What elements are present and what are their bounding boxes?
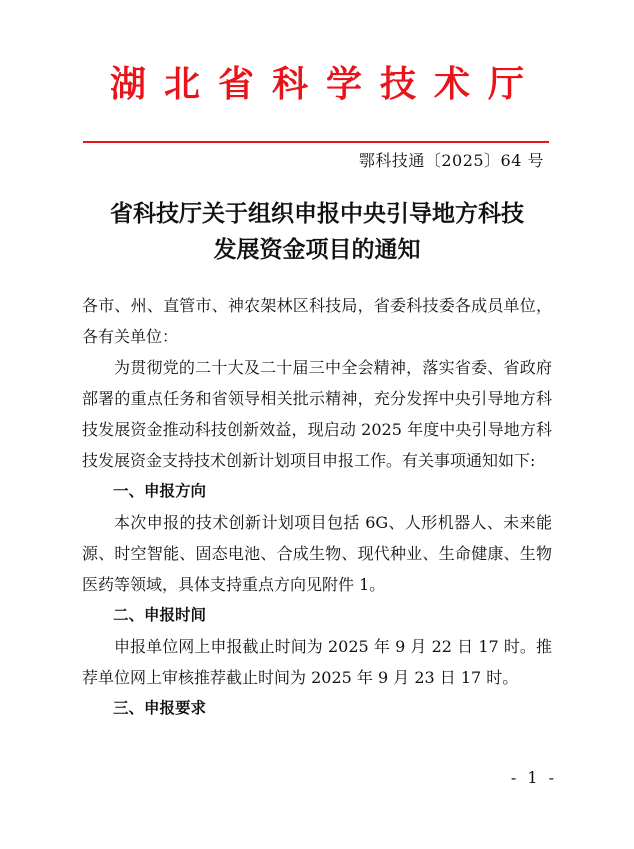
document-title: [60, 196, 574, 268]
document-number: 鄂科技通〔2025〕64 号: [358, 151, 544, 170]
intro-paragraph: 为贯彻党的二十大及二十届三中全会精神，落实省委、省政府部署的重点任务和省领导相关批示精神，充分发挥中央引导地方科技发展资金推动科技创新效益，现启动 2025 年度中央引导地方科技发展资金支持技术创新计划项目申报工作。有关事项通知如下:: [82, 358, 552, 470]
section-1-heading: 一、申报方向: [113, 482, 207, 500]
document-body: [82, 290, 552, 724]
title-line-1: 省科技厅关于组织申报中央引导地方科技: [110, 200, 524, 227]
red-header-rule: [83, 141, 549, 143]
title-line-2: 发展资金项目的通知: [213, 236, 421, 263]
issuing-org-header: 湖北省科学技术厅: [109, 63, 542, 105]
section-1-paragraph: 本次申报的技术创新计划项目包括 6G、人形机器人、未来能源、时空智能、固态电池、合成生物、现代种业、生命健康、生物医药等领域，具体支持重点方向见附件 1。: [82, 513, 552, 594]
page-number: - 1 -: [510, 768, 557, 787]
section-3-heading: 三、申报要求: [113, 699, 207, 717]
addressee: 各市、州、直管市、神农架林区科技局，省委科技委各成员单位，各有关单位：: [82, 296, 552, 346]
section-2-heading: 二、申报时间: [113, 606, 207, 624]
section-2-paragraph: 申报单位网上申报截止时间为 2025 年 9 月 22 日 17 时。推荐单位网上审核推荐截止时间为 2025 年 9 月 23 日 17 时。: [82, 637, 552, 687]
